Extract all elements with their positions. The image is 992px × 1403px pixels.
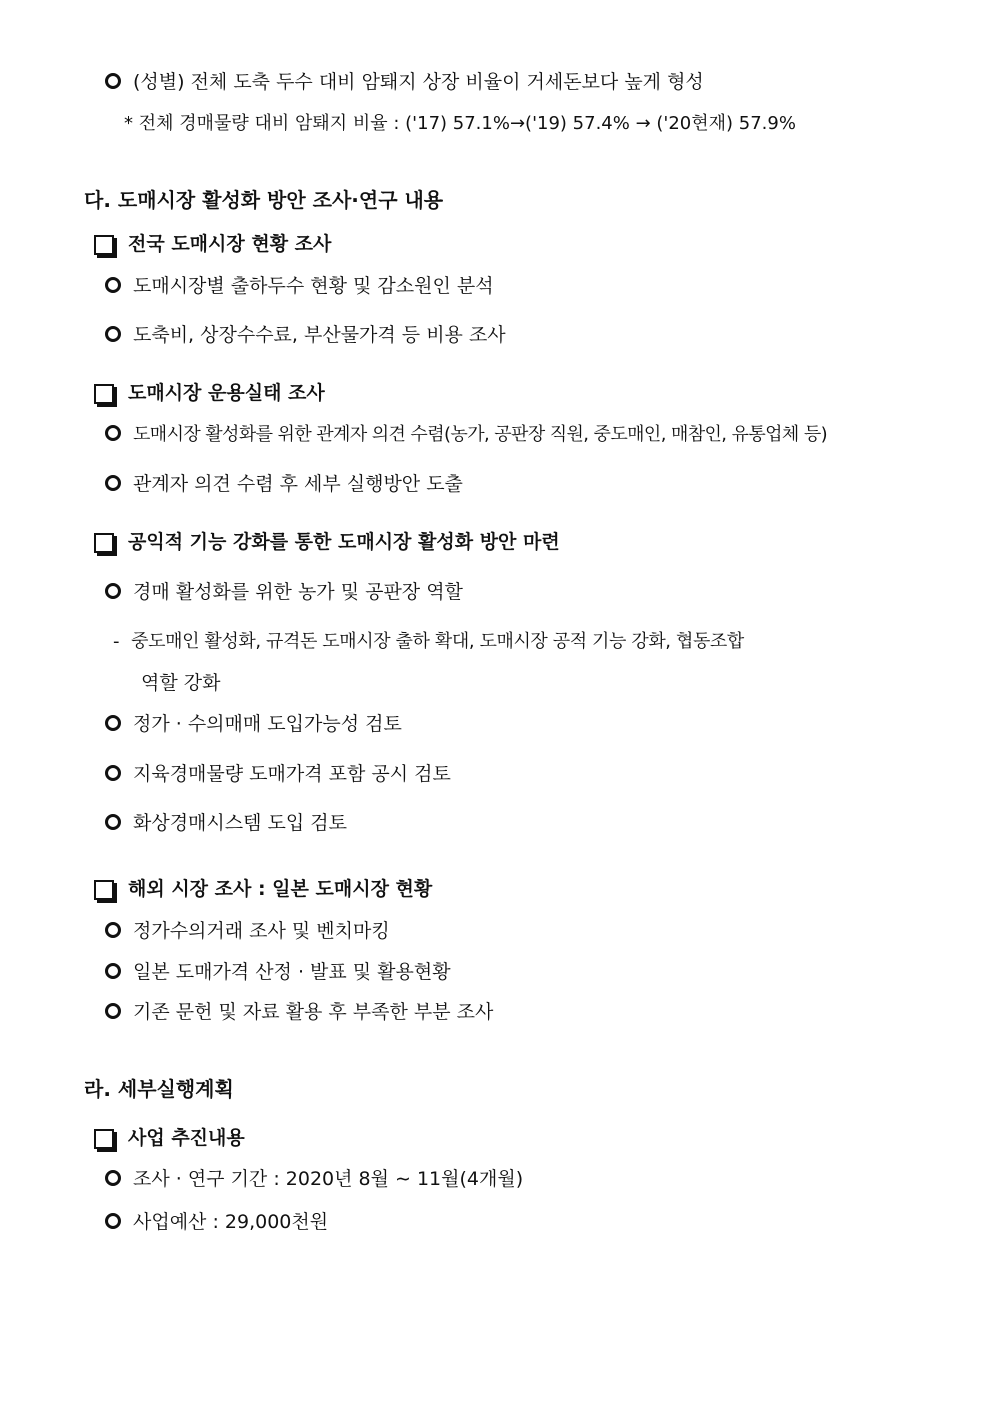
- section-da-sub2-title: 도매시장 운용실태 조사: [94, 381, 325, 405]
- square-bullet-icon: [94, 384, 114, 404]
- circle-bullet-icon: [105, 326, 121, 342]
- circle-bullet-icon: [105, 475, 121, 491]
- list-item: 관계자 의견 수렴 후 세부 실행방안 도출: [105, 472, 463, 496]
- list-item: 조사 · 연구 기간 : 2020년 8월 ∼ 11월(4개월): [105, 1167, 523, 1191]
- circle-bullet-icon: [105, 1170, 121, 1186]
- square-bullet-icon: [94, 880, 114, 900]
- circle-bullet-icon: [105, 1213, 121, 1229]
- list-item: 도축비, 상장수수료, 부산물가격 등 비용 조사: [105, 323, 506, 347]
- dash-item-continuation: 역할 강화: [141, 672, 221, 694]
- list-item: 도매시장 활성화를 위한 관계자 의견 수렴(농가, 공판장 직원, 중도매인, 매참인, 유통업체 등): [105, 423, 827, 447]
- list-item: 화상경매시스템 도입 검토: [105, 811, 347, 835]
- list-item: 도매시장별 출하두수 현황 및 감소원인 분석: [105, 274, 494, 298]
- list-item: 사업예산 : 29,000천원: [105, 1210, 328, 1234]
- intro-bullet: (성별) 전체 도축 두수 대비 암퇘지 상장 비율이 거세돈보다 높게 형성: [105, 70, 704, 94]
- circle-bullet-icon: [105, 583, 121, 599]
- list-item: 정가수의거래 조사 및 벤치마킹: [105, 919, 390, 943]
- square-bullet-icon: [94, 1129, 114, 1149]
- section-da-heading: 다. 도매시장 활성화 방안 조사·연구 내용: [84, 188, 444, 212]
- circle-bullet-icon: [105, 922, 121, 938]
- dash-bullet: -: [113, 631, 120, 652]
- dash-item: - 중도매인 활성화, 규격돈 도매시장 출하 확대, 도매시장 공적 기능 강화, 협동조합: [113, 631, 744, 652]
- circle-bullet-icon: [105, 715, 121, 731]
- list-item: 정가 · 수의매매 도입가능성 검토: [105, 712, 402, 736]
- square-bullet-icon: [94, 235, 114, 255]
- square-bullet-icon: [94, 533, 114, 553]
- circle-bullet-icon: [105, 277, 121, 293]
- list-item: 경매 활성화를 위한 농가 및 공판장 역할: [105, 580, 463, 604]
- intro-note: * 전체 경매물량 대비 암퇘지 비율 : ('17) 57.1%→('19) 57.4% → ('20현재) 57.9%: [124, 113, 796, 134]
- section-ra-heading: 라. 세부실행계획: [84, 1077, 234, 1101]
- list-item: 기존 문헌 및 자료 활용 후 부족한 부분 조사: [105, 1000, 493, 1024]
- section-da-sub3-title: 공익적 기능 강화를 통한 도매시장 활성화 방안 마련: [94, 530, 560, 554]
- circle-bullet-icon: [105, 814, 121, 830]
- circle-bullet-icon: [105, 73, 121, 89]
- list-item: 일본 도매가격 산정 · 발표 및 활용현황: [105, 960, 451, 984]
- circle-bullet-icon: [105, 425, 121, 441]
- circle-bullet-icon: [105, 1003, 121, 1019]
- section-da-sub4-title: 해외 시장 조사 : 일본 도매시장 현황: [94, 877, 432, 901]
- list-item: 지육경매물량 도매가격 포함 공시 검토: [105, 762, 451, 786]
- circle-bullet-icon: [105, 963, 121, 979]
- section-ra-sub1-title: 사업 추진내용: [94, 1126, 245, 1150]
- section-da-sub1-title: 전국 도매시장 현황 조사: [94, 232, 331, 256]
- circle-bullet-icon: [105, 765, 121, 781]
